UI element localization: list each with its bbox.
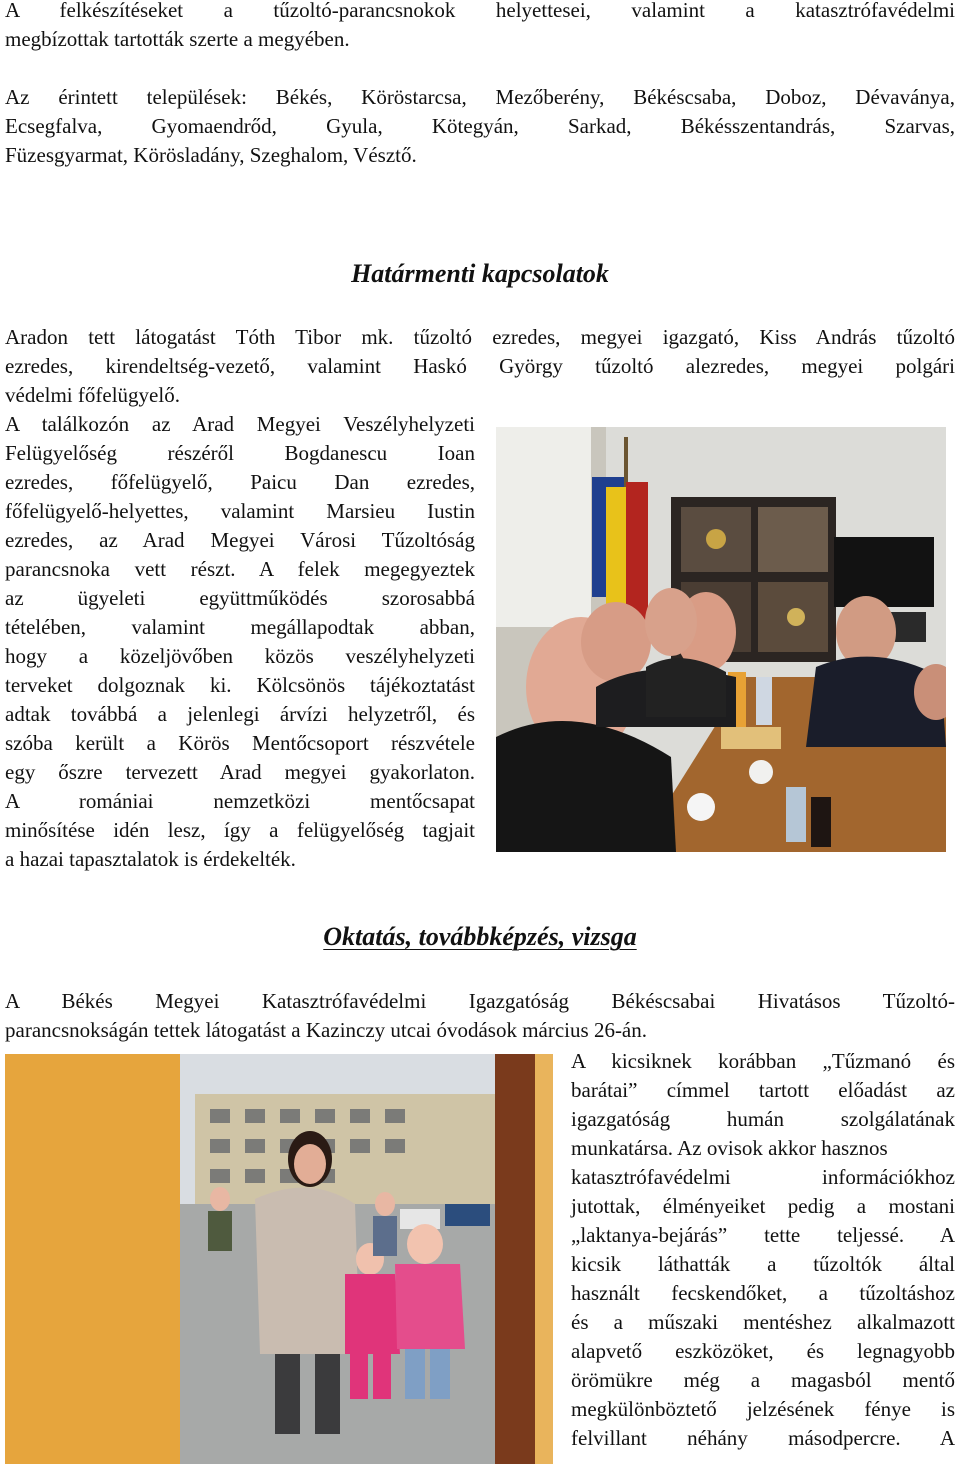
text-line: megbízottak tartották szerte a megyében. <box>5 27 350 51</box>
text-line: kicsik láthatták a tűzoltók által <box>571 1252 955 1276</box>
text-line: alapvető eszközöket, és legnagyobb <box>571 1339 955 1363</box>
text-line: A felkészítéseket a tűzoltó-parancsnokok helyettesei, valamint a katasztrófavédelmi <box>5 0 955 22</box>
text-line: védelmi főfelügyelő. <box>5 383 180 407</box>
text-line: parancsnoka vett részt. A felek megegyeztek <box>5 557 475 581</box>
text-line: megkülönböztető jelzésének fénye is <box>571 1397 955 1421</box>
kindergarten-photo <box>5 1054 553 1464</box>
text-line: minősítése idén lesz, így a felügyelőség tagjait <box>5 818 475 842</box>
text-line: főfelügyelő-helyettes, valamint Marsieu Iustin <box>5 499 475 523</box>
text-line: szóba került a Körös Mentőcsoport részvétele <box>5 731 475 755</box>
text-line: a hazai tapasztalatok is érdekelték. <box>5 847 296 871</box>
text-line: és a műszaki mentéshez alkalmazott <box>571 1310 955 1334</box>
text-line: Az érintett települések: Békés, Köröstarcsa, Mezőberény, Békéscsaba, Doboz, Dévaványa, <box>5 85 955 109</box>
paragraph-arad-meeting <box>5 410 475 874</box>
text-line: felvillant néhány másodpercre. A <box>571 1426 955 1450</box>
text-line: jutottak, élményeiket pedig a mostani <box>571 1194 955 1218</box>
paragraph-kindergarten-visit <box>5 987 955 1045</box>
paragraph-arad-visit <box>5 323 955 410</box>
text-line: hogy a közeljövőben közös veszélyhelyzeti <box>5 644 475 668</box>
paragraph-settlements <box>5 83 955 170</box>
text-line: ezredes, főfelügyelő, Paicu Dan ezredes, <box>5 470 475 494</box>
text-line: ezredes, kirendeltség-vezető, valamint Haskó György tűzoltó alezredes, megyei polgári <box>5 354 955 378</box>
photo-meeting-icon <box>496 427 946 852</box>
text-line: Füzesgyarmat, Körösladány, Szeghalom, Vésztő. <box>5 143 417 167</box>
text-line: A romániai nemzetközi mentőcsapat <box>5 789 475 813</box>
text-line: Felügyelőség részéről Bogdanescu Ioan <box>5 441 475 465</box>
text-line: az ügyeleti együttműködés szorosabbá <box>5 586 475 610</box>
paragraph-preparations <box>5 0 955 54</box>
text-line: A találkozón az Arad Megyei Veszélyhelyzeti <box>5 412 475 436</box>
text-line: A kicsiknek korábban „Tűzmanó és <box>571 1049 955 1073</box>
text-line: Ecsegfalva, Gyomaendrőd, Gyula, Kötegyán, Sarkad, Békésszentandrás, Szarvas, <box>5 114 955 138</box>
paragraph-kindergarten-details <box>571 1047 955 1453</box>
text-line: tételében, valamint megállapodtak abban, <box>5 615 475 639</box>
text-line: örömükre még a magasból mentő <box>571 1368 955 1392</box>
meeting-photo <box>496 427 946 852</box>
text-line: munkatársa. Az ovisok akkor hasznos <box>571 1136 888 1160</box>
text-line: igazgatóság humán szolgálatának <box>571 1107 955 1131</box>
section-heading-border-relations: Határmenti kapcsolatok <box>351 259 609 288</box>
section-heading-training: Oktatás, továbbképzés, vizsga <box>323 922 637 951</box>
text-line: „laktanya-bejárás” tette teljessé. A <box>571 1223 955 1247</box>
text-line: adtak továbbá a jelenlegi árvízi helyzetről, és <box>5 702 475 726</box>
text-line: parancsnokságán tettek látogatást a Kazinczy utcai óvodások március 26-án. <box>5 1018 648 1042</box>
photo-kindergarten-visit-icon <box>5 1054 553 1464</box>
text-line: A Békés Megyei Katasztrófavédelmi Igazgatóság Békéscsabai Hivatásos Tűzoltó- <box>5 989 955 1013</box>
text-line: egy őszre tervezett Arad megyei gyakorlaton. <box>5 760 475 784</box>
text-line: Aradon tett látogatást Tóth Tibor mk. tűzoltó ezredes, megyei igazgató, Kiss András tűzoltó <box>5 325 955 349</box>
text-line: használt fecskendőket, a tűzoltáshoz <box>571 1281 955 1305</box>
text-line: barátai” címmel tartott előadást az <box>571 1078 955 1102</box>
text-line: terveket dolgoznak ki. Kölcsönös tájékoztatást <box>5 673 475 697</box>
text-line: ezredes, az Arad Megyei Városi Tűzoltóság <box>5 528 475 552</box>
text-line: katasztrófavédelmi információkhoz <box>571 1165 955 1189</box>
